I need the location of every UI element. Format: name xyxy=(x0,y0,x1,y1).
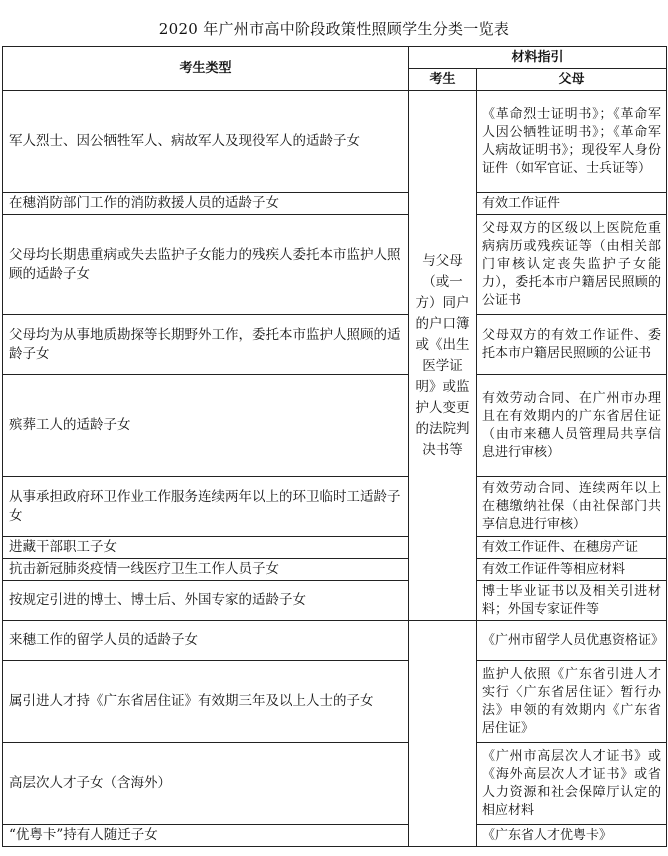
table-row xyxy=(3,661,667,743)
row-category: 从事承担政府环卫作业工作服务连续两年以上的环卫临时工适龄子女 xyxy=(3,477,409,537)
row-category: 来穗工作的留学人员的适龄子女 xyxy=(3,621,409,661)
table-row xyxy=(3,315,667,375)
student-material-cell-empty xyxy=(409,621,477,847)
row-parent-material: 有效工作证件等相应材料 xyxy=(477,559,667,581)
table-row xyxy=(3,581,667,621)
row-parent-material: 博士毕业证书以及相关引进材料；外国专家证件等 xyxy=(477,581,667,621)
table-row xyxy=(3,477,667,537)
row-parent-material: 有效劳动合同、连续两年以上在穗缴纳社保（由社保部门共享信息进行审核） xyxy=(477,477,667,537)
table-row xyxy=(3,743,667,825)
table-row xyxy=(3,621,667,661)
row-category: 属引进人才持《广东省居住证》有效期三年及以上人士的子女 xyxy=(3,661,409,743)
row-category: 在穗消防部门工作的消防救援人员的适龄子女 xyxy=(3,193,409,215)
row-category: 父母均为从事地质勘探等长期野外工作，委托本市监护人照顾的适龄子女 xyxy=(3,315,409,375)
table-row xyxy=(3,91,667,193)
row-category: 按规定引进的博士、博士后、外国专家的适龄子女 xyxy=(3,581,409,621)
row-category: 进藏干部职工子女 xyxy=(3,537,409,559)
row-parent-material: 《革命烈士证明书》；《革命军人因公牺牲证明书》；《革命军人病故证明书》；现役军人身份证件（如军官证、士兵证等） xyxy=(477,91,667,193)
table-row xyxy=(3,215,667,315)
header-materials: 材料指引 xyxy=(409,47,667,69)
row-category: 抗击新冠肺炎疫情一线医疗卫生工作人员子女 xyxy=(3,559,409,581)
page-title: 2020 年广州市高中阶段政策性照顾学生分类一览表 xyxy=(158,20,510,38)
row-parent-material: 监护人依照《广东省引进人才实行〈广东省居住证〉暂行办法》申领的有效期内《广东省居住证》 xyxy=(477,661,667,743)
table-row xyxy=(3,537,667,559)
row-parent-material: 有效工作证件、在穗房产证 xyxy=(477,537,667,559)
header-student: 考生 xyxy=(409,69,477,91)
header-category: 考生类型 xyxy=(3,47,409,91)
row-category: 殡葬工人的适龄子女 xyxy=(3,375,409,477)
row-category: 高层次人才子女（含海外） xyxy=(3,743,409,825)
row-parent-material: 《广州市留学人员优惠资格证》 xyxy=(477,621,667,661)
row-parent-material: 《广东省人才优粤卡》 xyxy=(477,825,667,847)
row-parent-material: 父母双方的区级以上医院危重病病历或残疾证等（由相关部门审核认定丧失监护子女能力），委托本市户籍居民照顾的公证书 xyxy=(477,215,667,315)
policy-table xyxy=(2,46,667,847)
row-parent-material: 父母双方的有效工作证件、委托本市户籍居民照顾的公证书 xyxy=(477,315,667,375)
table-row xyxy=(3,825,667,847)
table-row xyxy=(3,375,667,477)
row-parent-material: 有效劳动合同、在广州市办理且在有效期内的广东省居住证（由市来穗人员管理局共享信息进行审核） xyxy=(477,375,667,477)
header-parent: 父母 xyxy=(477,69,667,91)
row-category: 军人烈士、因公牺牲军人、病故军人及现役军人的适龄子女 xyxy=(3,91,409,193)
header-row xyxy=(3,47,667,69)
row-category: 父母均长期患重病或失去监护子女能力的残疾人委托本市监护人照顾的适龄子女 xyxy=(3,215,409,315)
table-row xyxy=(3,559,667,581)
row-parent-material: 有效工作证件 xyxy=(477,193,667,215)
row-category: “优粤卡”持有人随迁子女 xyxy=(3,825,409,847)
table-row xyxy=(3,193,667,215)
row-parent-material: 《广州市高层次人才证书》或《海外高层次人才证书》或省人力资源和社会保障厅认定的相应材料 xyxy=(477,743,667,825)
student-material-cell: 与父母（或一方）同户的户口簿或《出生医学证明》或监护人变更的法院判决书等 xyxy=(409,91,477,621)
